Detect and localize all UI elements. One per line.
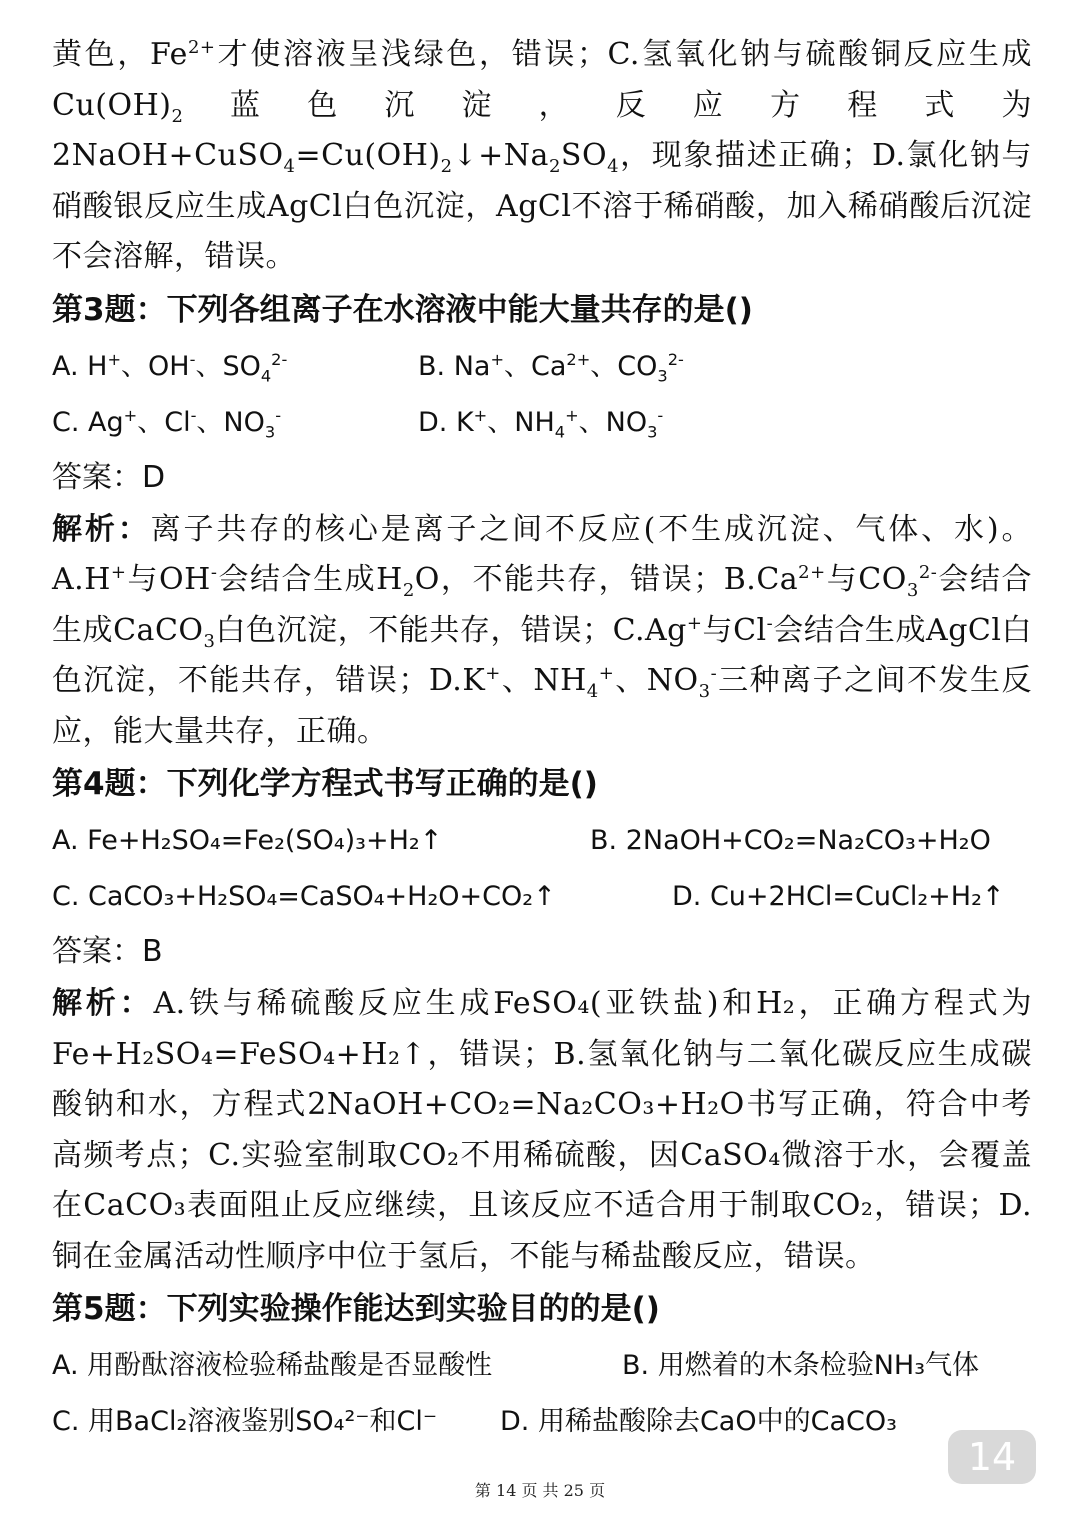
q4-option-d: D. Cu+2HCl=CuCl₂+H₂↑ [672, 881, 1005, 912]
q3-explanation: 解析：离子共存的核心是离子之间不反应(不生成沉淀、气体、水)。A.H+与OH-会结合生成$H_2O$，不能共存，错误；$B.Ca^{2+}$与$CO_3^{2-}$会结合生成CaCO$_3$白色沉淀，不能共存，错误；C.Ag+与Cl-会结合生成AgCl白色沉淀，不能共存，错误；D.K+、$NH_4^+$、$NO_3^-$三种离子之间不发生反应，能大量共存，正确。 [52, 511, 1032, 749]
q5-options-row-1 [52, 1338, 1032, 1394]
q4-options-row-1 [52, 813, 1032, 869]
question-5-title: 第5题：下列实验操作能达到实验目的的是() [52, 1291, 660, 1327]
q4-options-row-2 [52, 869, 1032, 925]
q3-option-c: C. Ag+、Cl-、$NO_3^-$ [52, 405, 282, 441]
q3-option-a: A. H+、OH-、$SO_4^{2-}$ [52, 349, 288, 385]
q4-option-a: A. Fe+H₂SO₄=Fe₂(SO₄)₃+H₂↑ [52, 825, 443, 856]
document-page [52, 30, 1032, 1450]
q5-option-b: B. 用燃着的木条检验NH₃气体 [622, 1350, 980, 1381]
q4-explanation: 解析：A.铁与稀硫酸反应生成FeSO₄(亚铁盐)和H₂，正确方程式为Fe+H₂SO₄=FeSO₄+H₂↑，错误；B.氢氧化钠与二氧化碳反应生成碳酸钠和水，方程式2NaOH+CO₂=Na₂CO₃+H₂O书写正确，符合中考高频考点；C.实验室制取CO₂不用稀硫酸，因CaSO₄微溶于水，会覆盖在CaCO₃表面阻止反应继续，且该反应不适合用于制取CO₂，错误；D.铜在金属活动性顺序中位于氢后，不能与稀盐酸反应，错误。 [52, 986, 1032, 1274]
q5-options-row-2 [52, 1394, 1032, 1450]
q3-answer: 答案：D [52, 459, 166, 495]
q4-option-c: C. CaCO₃+H₂SO₄=CaSO₄+H₂O+CO₂↑ [52, 881, 556, 912]
q3-options-row-1 [52, 339, 1032, 395]
paragraph-continued: 黄色，$Fe^{2+}$才使溶液呈浅绿色，错误；C.氢氧化钠与硫酸铜反应生成$Cu(OH)_2$蓝色沉淀，反应方程式为$2NaOH+CuSO_4=Cu(OH)_2↓+Na_2SO_4$，现象描述正确；D.氯化钠与硝酸银反应生成AgCl白色沉淀，AgCl不溶于稀硝酸，加入稀硝酸后沉淀不会溶解，错误。 [52, 37, 1033, 274]
question-4-title: 第4题：下列化学方程式书写正确的是() [52, 766, 598, 802]
question-3-title: 第3题：下列各组离子在水溶液中能大量共存的是() [52, 291, 753, 328]
q4-answer: 答案：B [52, 934, 163, 969]
q4-option-b: B. 2NaOH+CO₂=Na₂CO₃+H₂O [590, 825, 991, 856]
q5-option-c: C. 用BaCl₂溶液鉴别SO₄²⁻和Cl⁻ [52, 1406, 438, 1437]
q5-option-d: D. 用稀盐酸除去CaO中的CaCO₃ [500, 1406, 897, 1437]
q3-options-row-2 [52, 395, 1032, 451]
q3-option-d: D. K+、$NH_4^+$、$NO_3^-$ [418, 405, 664, 441]
page-number-badge: 14 [948, 1430, 1036, 1484]
q3-option-b: B. Na+、$Ca^{2+}$、$CO_3^{2-}$ [418, 349, 684, 385]
page-footer: 第 14 页 共 25 页 [474, 1481, 606, 1500]
q5-option-a: A. 用酚酞溶液检验稀盐酸是否显酸性 [52, 1350, 493, 1381]
